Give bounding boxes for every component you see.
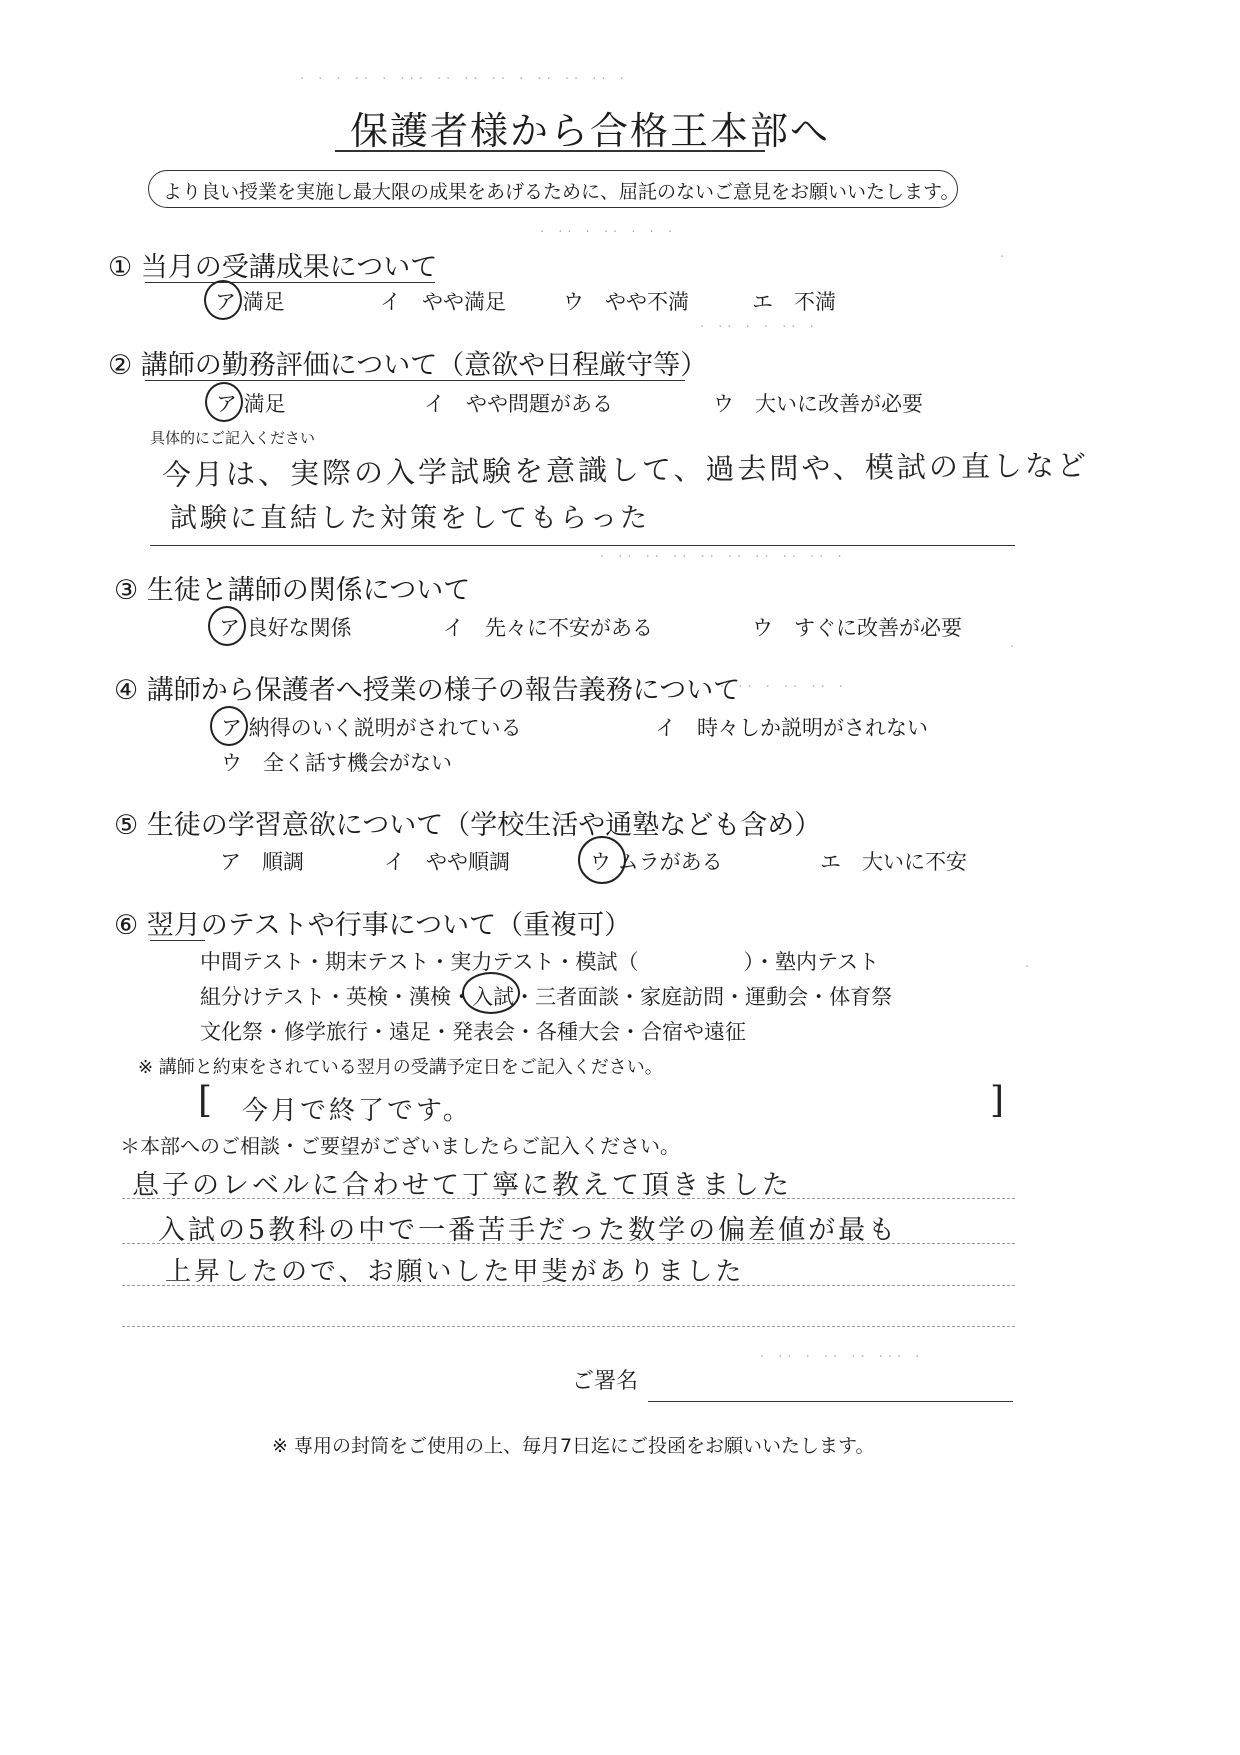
q3-heading: ③ 生徒と講師の関係について: [114, 575, 471, 606]
footer-note: ※ 専用の封筒をご使用の上、毎月7日迄にご投函をお願いいたします。: [272, 1435, 875, 1457]
q6-underline: [150, 940, 205, 941]
q4-heading: ④ 講師から保護者へ授業の様子の報告義務について: [114, 675, 741, 706]
q1-option-a[interactable]: ア 満足: [215, 290, 285, 314]
q4-option-i[interactable]: イ 時々しか説明がされない: [655, 716, 928, 740]
scan-noise: ·: [1010, 640, 1020, 655]
scan-noise: · ·· · · ·· ·: [700, 320, 819, 335]
q2-option-u[interactable]: ウ 大いに改善が必要: [713, 392, 923, 416]
q5-option-u[interactable]: ウ ムラがある: [590, 850, 723, 874]
consult-line-2[interactable]: 入試の5教科の中で一番苦手だった数学の偏差値が最も: [158, 1215, 899, 1246]
q6-events-row-2[interactable]: 組分けテスト・英検・漢検・入試・三者面談・家庭訪問・運動会・体育祭: [200, 985, 893, 1009]
q2-underline: [145, 380, 685, 381]
scan-noise: · ·· · ·· ·· ··· ·: [760, 1350, 925, 1365]
q2-option-i[interactable]: イ やや問題がある: [424, 392, 613, 416]
consult-prompt: ＊本部へのご相談・ご要望がございましたらご記入ください。: [120, 1134, 680, 1158]
q2-detail-line-2[interactable]: 試験に直結した対策をしてもらった: [170, 503, 650, 534]
q2-detail-rule: [150, 545, 1015, 546]
consult-rule-4: [122, 1326, 1015, 1327]
q5-option-e[interactable]: エ 大いに不安: [820, 850, 967, 874]
q5-heading: ⑤ 生徒の学習意欲について（学校生活や通塾なども含め）: [114, 810, 822, 841]
q4-option-u[interactable]: ウ 全く話す機会がない: [221, 751, 452, 775]
page-title: 保護者様から合格王本部へ: [350, 109, 831, 153]
q2-detail-line-1[interactable]: 今月は、実際の入学試験を意識して、過去問や、模試の直しなど: [161, 448, 1090, 492]
intro-text: より良い授業を実施し最大限の成果をあげるために、屈託のないご意見をお願いいたします。: [163, 181, 960, 203]
q2-heading: ② 講師の勤務評価について（意欲や日程厳守等）: [108, 350, 708, 381]
q5-option-i[interactable]: イ やや順調: [384, 850, 510, 874]
signature-label: ご署名: [572, 1369, 639, 1394]
schedule-bracket-close: ]: [990, 1080, 1005, 1121]
q5-option-a[interactable]: ア 順調: [220, 850, 304, 874]
q1-option-i[interactable]: イ やや満足: [380, 290, 506, 314]
q4-option-a[interactable]: ア 納得のいく説明がされている: [221, 716, 522, 740]
consult-rule-2: [122, 1243, 1015, 1244]
scan-noise: · ·· · ·· · · ·: [540, 225, 677, 240]
q3-option-u[interactable]: ウ すぐに改善が必要: [752, 616, 962, 640]
q1-heading: ① 当月の受講成果について: [108, 252, 438, 283]
q6-events-row-3[interactable]: 文化祭・修学旅行・遠足・発表会・各種大会・合宿や遠征: [200, 1020, 746, 1044]
scan-noise: · · · ·· · ··· ·· ·· ·· · ·· ·· ·· ·: [300, 72, 629, 87]
intro-box: [148, 170, 958, 208]
q1-option-u[interactable]: ウ やや不満: [563, 290, 689, 314]
q1-option-e[interactable]: エ 不満: [752, 290, 836, 314]
title-underline: [335, 150, 765, 152]
scan-noise: · ·· · ·· ·· ·: [720, 680, 848, 695]
scan-noise: · ·· ·· ·· ·· ·· ·· ·· ·· ·: [600, 550, 847, 565]
consult-line-1[interactable]: 息子のレベルに合わせて丁寧に教えて頂きました: [132, 1170, 792, 1201]
consult-rule-3: [122, 1285, 1015, 1286]
q2-option-a[interactable]: ア 満足: [216, 392, 286, 416]
consult-rule-1: [122, 1198, 1015, 1199]
scan-noise: ·: [1025, 960, 1035, 975]
schedule-bracket-open: [: [198, 1080, 213, 1121]
schedule-answer[interactable]: 今月で終了です。: [242, 1096, 472, 1126]
q2-detail-prompt: 具体的にご記入ください: [150, 429, 316, 447]
consult-line-3[interactable]: 上昇したので、お願いした甲斐がありました: [165, 1257, 745, 1287]
q6-events-row-1[interactable]: 中間テスト・期末テスト・実力テスト・模試（ ）・塾内テスト: [200, 950, 880, 974]
signature-line[interactable]: [648, 1401, 1013, 1402]
q3-option-i[interactable]: イ 先々に不安がある: [443, 616, 653, 640]
q1-underline: [145, 282, 435, 283]
q6-heading: ⑥ 翌月のテストや行事について（重複可）: [114, 910, 632, 941]
q3-option-a[interactable]: ア 良好な関係: [219, 616, 352, 640]
schedule-note: ※ 講師と約束をされている翌月の受講予定日をご記入ください。: [138, 1057, 663, 1078]
scan-noise: ·: [1000, 250, 1010, 265]
